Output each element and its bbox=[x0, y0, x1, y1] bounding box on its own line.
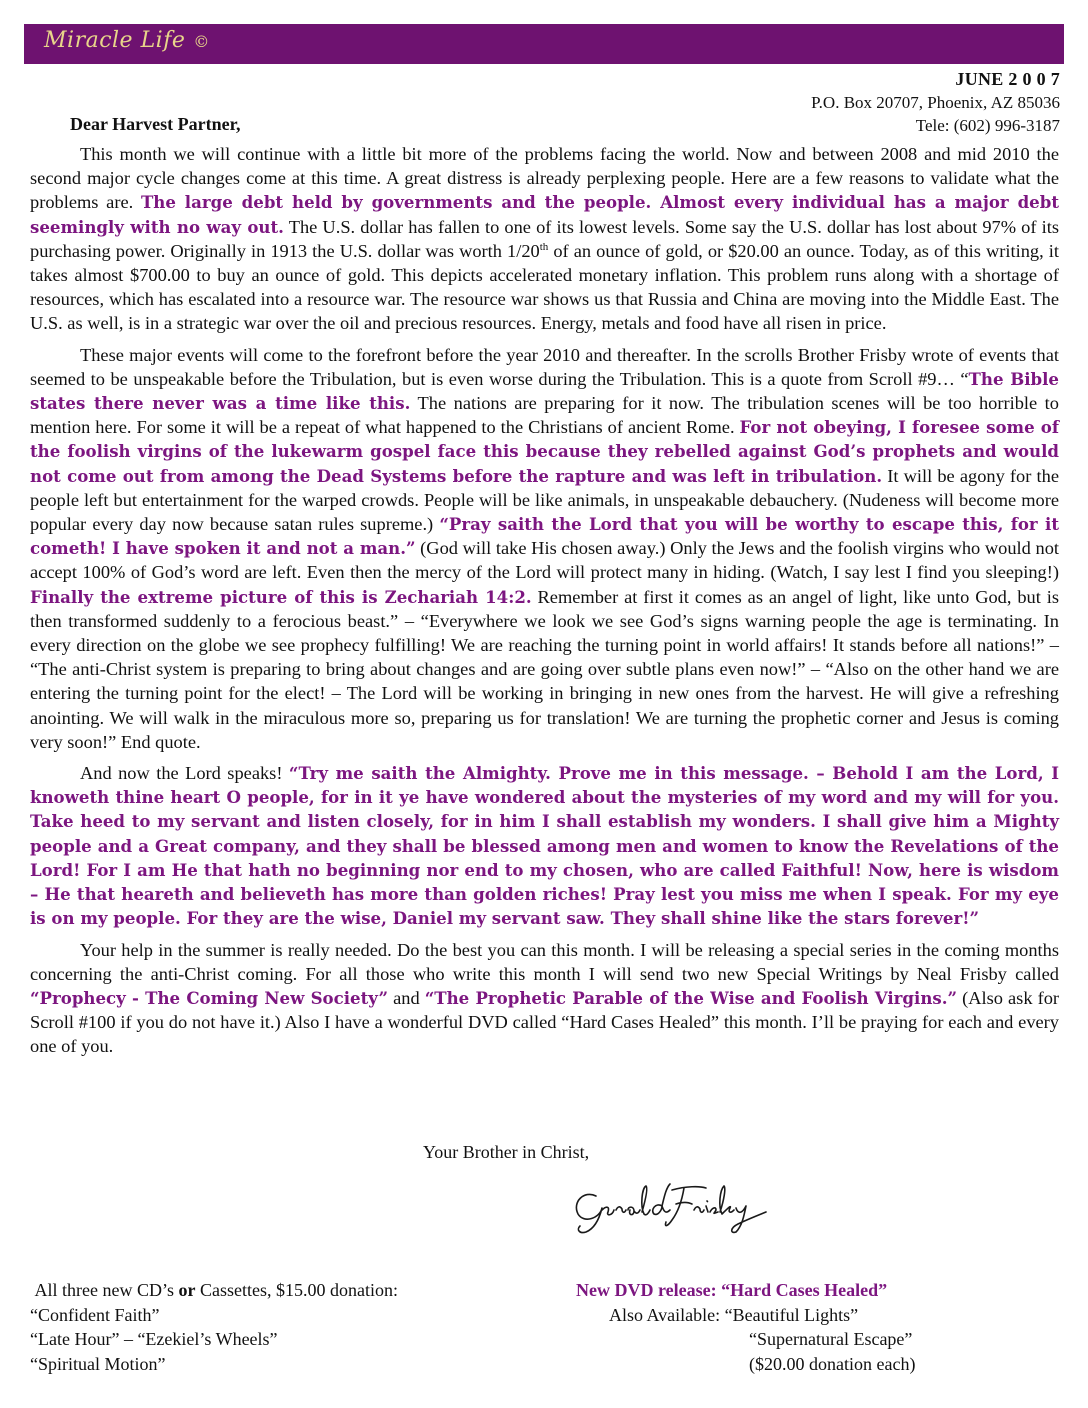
text-run: and bbox=[388, 987, 425, 1008]
text-run: Remember at first it comes as an angel of light, like unto God, but is then transformed suddenly to a ferocious beast.” – “Everywhere we look we see God’s signs warning people the age is terminating. In every direction on the globe we see prophecy fulfilling! We are reaching the turning point in world affairs! It stands before all nations!” – “The anti-Christ system is preparing to bring about changes and are going over subtle plans even now!” – “Also on the other hand we are entering the turning point for the elect! – The Lord will be working in bringing in new ones from the harvest. He will give a refreshing anointing. We will walk in the miraculous more so, preparing us for translation! We are turning the prophetic corner and Jesus is coming very soon!” End quote. bbox=[30, 586, 1059, 752]
paragraph-1 bbox=[30, 142, 1059, 336]
paragraph-2 bbox=[30, 343, 1059, 754]
dvd-donation-note: ($20.00 donation each) bbox=[749, 1353, 916, 1374]
cd-title: “Confident Faith” bbox=[30, 1304, 160, 1325]
text-run: of an ounce of gold, or $20.00 an ounce. Today, as of this writing, it takes almost $700.00 to buy an ounce of gold. This depicts accelerated monetary inflation. This problem runs along with a shortage of resources, which has escalated into a resource war. The resource war shows us that Russia and China are moving into the Middle East. The U.S. as well, is in a strategic war over the oil and precious resources. Energy, metals and food have all risen in price. bbox=[30, 240, 1059, 334]
text-run: It will be agony for the people left but entertainment for the warped crowds. People will be like animals, in unspeakable debauchery. (Nudeness will become more popular every day now because satan rules supreme.) bbox=[30, 465, 1059, 535]
highlight-run: The large debt held by governments and the people. Almost every individual has a major debt seemingly with no way out. bbox=[30, 192, 1059, 237]
closing-line: Your Brother in Christ, bbox=[423, 1142, 590, 1162]
cd-offer bbox=[30, 1278, 398, 1376]
dvd-offer bbox=[576, 1278, 915, 1376]
paragraph-4 bbox=[30, 938, 1059, 1059]
highlight-run: “The Prophetic Parable of the Wise and Foolish Virgins.” bbox=[424, 987, 958, 1008]
header-banner bbox=[24, 24, 1064, 64]
paragraph-3 bbox=[30, 761, 1059, 930]
text-run: These major events will come to the forefront before the year 2010 and thereafter. In the scrolls Brother Frisby wrote of events that seemed to be unspeakable before the Tribulation, but is even worse during the Tribulation. This is a quote from Scroll #9… “ bbox=[30, 344, 1059, 389]
text-run: Cassettes, $15.00 donation: bbox=[195, 1280, 398, 1300]
dvd-also-available: Also Available: “Beautiful Lights” bbox=[609, 1304, 859, 1325]
letter-body bbox=[30, 142, 1059, 1066]
superscript: th bbox=[539, 240, 549, 253]
text-run: The U.S. dollar has fallen to one of its lowest levels. Some say the U.S. dollar has lost about 97% of its purchasing power. Originally in 1913 the U.S. dollar was worth 1/20 bbox=[30, 216, 1059, 261]
highlight-run: “Pray saith the Lord that you will be worthy to escape this, for it cometh! I have spoken it and not a man.” bbox=[30, 514, 1059, 559]
mailing-address: P.O. Box 20707, Phoenix, AZ 85036 bbox=[811, 93, 1060, 112]
text-run: All three new CD’s bbox=[34, 1280, 179, 1300]
highlight-run: “Prophecy - The Coming New Society” bbox=[30, 987, 389, 1008]
signature-image bbox=[566, 1176, 786, 1241]
salutation: Dear Harvest Partner, bbox=[70, 114, 241, 134]
brand-logo bbox=[44, 28, 210, 53]
text-run: Your help in the summer is really needed. Do the best you can this month. I will be releasing a special series in the coming months concerning the anti-Christ coming. For all those who write this month I will send two new Special Writings by Neal Frisby called bbox=[30, 939, 1059, 984]
cd-title: “Spiritual Motion” bbox=[30, 1353, 166, 1374]
highlight-run: “Try me saith the Almighty. Prove me in this message. – Behold I am the Lord, I knoweth thine heart O people, for in it ye have wondered about the mysteries of my word and my will for you. Take heed to my servant and listen closely, for in him I shall establish my wonders. I shall give him a Mighty people and a Great company, and they shall be blessed among men and women to know the Revelations of the Lord! For I am He that hath no beginning nor end to my chosen, who are called Faithful! Now, here is wisdom – He that heareth and believeth has more than golden riches! Pray lest you miss me when I speak. For my eye is on my people. For they are the wise, Daniel my servant saw. They shall shine like the stars forever!” bbox=[30, 763, 1059, 929]
highlight-run: The Bible states there never was a time like this. bbox=[30, 368, 1059, 414]
phone-number: Tele: (602) 996-3187 bbox=[915, 116, 1060, 135]
text-run: (God will take His chosen away.) Only the Jews and the foolish virgins who would not accept 100% of God’s word are left. Even then the mercy of the Lord will protect many in hiding. (Watch, I say lest I find you sleeping!) bbox=[30, 538, 1060, 583]
cd-offer-intro bbox=[30, 1278, 398, 1303]
copyright-mark: © bbox=[193, 32, 210, 51]
text-run: The nations are preparing for it now. The tribulation scenes will be too horrible to mention here. For some it will be a repeat of what happened to the Christians of ancient Rome. bbox=[30, 393, 1059, 438]
text-run: This month we will continue with a little bit more of the problems facing the world. Now and between 2008 and mid 2010 the second major cycle changes come at this time. A great distress is already perplexing people. Here are a few reasons to validate what the problems are. bbox=[30, 144, 1059, 213]
highlight-run: For not obeying, I foresee some of the foolish virgins of the lukewarm gospel face this because they rebelled against God’s prophets and would not come out from among the Dead Systems before the rapture and was left in tribulation. bbox=[30, 417, 1059, 486]
text-run: And now the Lord speaks! bbox=[80, 763, 289, 784]
dvd-title: “Supernatural Escape” bbox=[749, 1329, 913, 1349]
dvd-release-title: New DVD release: “Hard Cases Healed” bbox=[576, 1280, 888, 1300]
cd-title: “Late Hour” – “Ezekiel’s Wheels” bbox=[30, 1329, 278, 1349]
text-run: (Also ask for Scroll #100 if you do not have it.) Also I have a wonderful DVD called “Hard Cases Healed” this month. I’ll be praying for each and every one of you. bbox=[30, 987, 1060, 1057]
signature-graphic bbox=[566, 1176, 786, 1236]
brand-name: Miracle Life bbox=[44, 28, 186, 53]
or-emphasis: or bbox=[178, 1280, 196, 1300]
letter-header-info bbox=[811, 68, 1060, 137]
letter-date: JUNE 2 0 0 7 bbox=[955, 69, 1060, 89]
highlight-run: Finally the extreme picture of this is Zechariah 14:2. bbox=[30, 586, 532, 607]
